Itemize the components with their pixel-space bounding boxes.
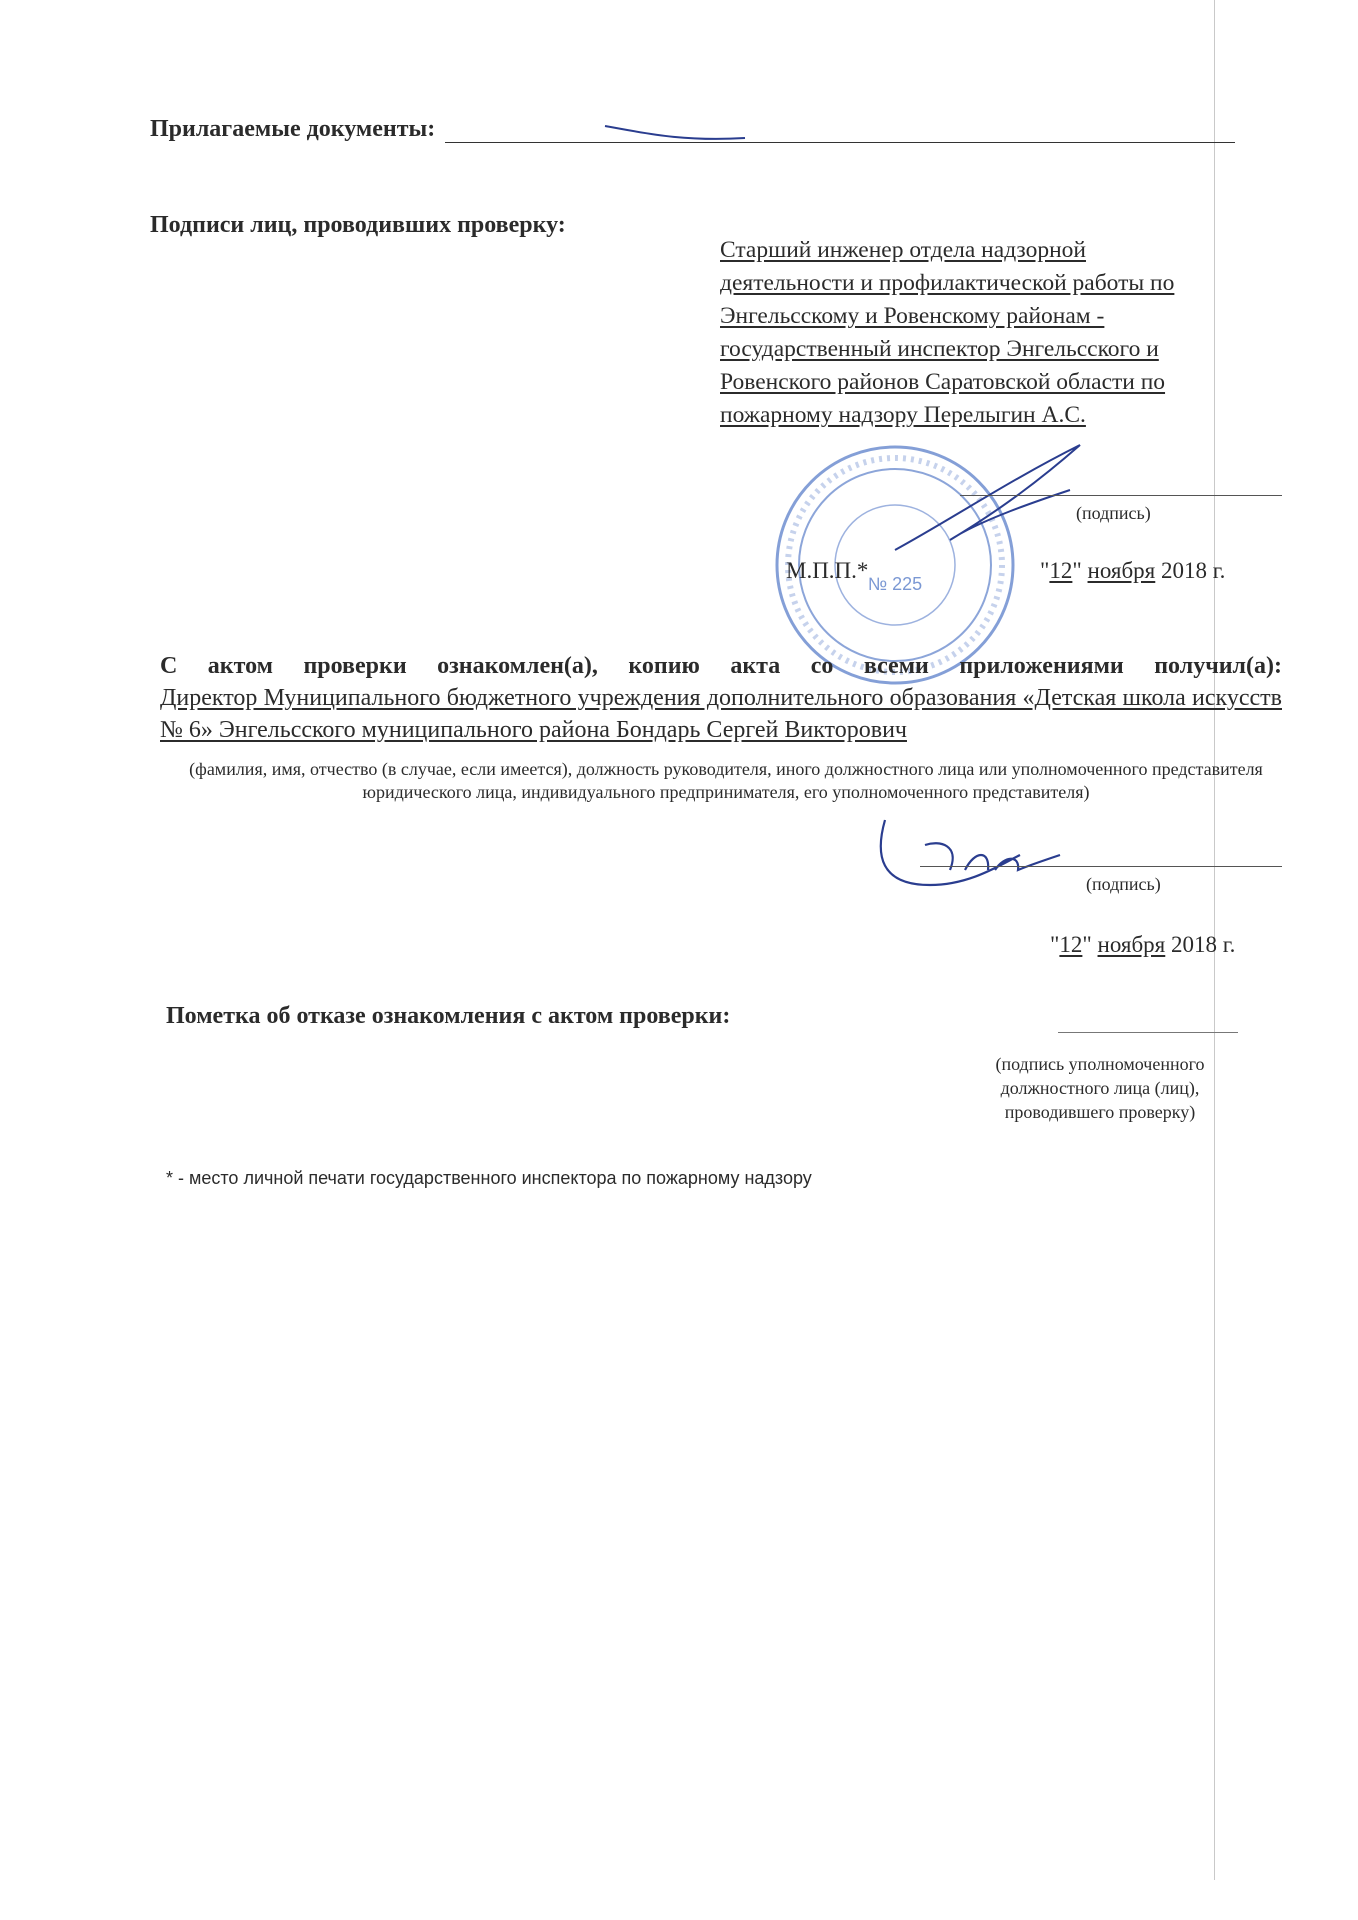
date-quote: " [1082, 932, 1098, 957]
footnote: * - место личной печати государственного инспектора по пожарному надзору [166, 1168, 812, 1188]
caption-line: должностного лица (лиц), [1000, 1078, 1200, 1098]
attached-documents-label: Прилагаемые документы: [150, 116, 436, 142]
date-quote: " [1072, 558, 1088, 583]
caption-line: проводившего проверку) [1004, 1102, 1196, 1122]
recipient-date [1050, 932, 1235, 958]
inspector-signature-caption: (подпись) [1076, 503, 1151, 523]
attached-documents-blank-line [445, 122, 1235, 143]
date-month: ноября [1097, 932, 1166, 957]
recipient-signature-line [920, 866, 1282, 867]
inspector-position [720, 234, 1282, 432]
date-quote: " [1040, 558, 1050, 583]
date-quote: " [1050, 932, 1060, 957]
recipient-signature [870, 815, 1070, 895]
acknowledgement-recipient: Директор Муниципального бюджетного учреждения дополнительного образования «Детская школа искусств № 6» Энгельсского муниципального района Бондарь Сергей Викторович [160, 685, 1282, 743]
inspector-signature [890, 440, 1090, 560]
date-month: ноября [1087, 558, 1156, 583]
date-day: 12 [1059, 932, 1083, 957]
inspector-line: Старший инженер отдела надзорной [720, 237, 1086, 263]
inspector-line: Энгельсскому и Ровенскому районам - [720, 303, 1105, 329]
acknowledgement-block [160, 650, 1282, 746]
stamp-number: № 225 [867, 574, 923, 594]
inspector-line: Ровенского районов Саратовской области по [720, 369, 1166, 395]
date-year: 2018 г. [1165, 932, 1236, 957]
inspector-date [1040, 558, 1225, 584]
recipient-signature-caption: (подпись) [1086, 874, 1161, 894]
signers-label: Подписи лиц, проводивших проверку: [150, 212, 566, 238]
stamp-place-mark: М.П.П.* [786, 558, 869, 583]
date-year: 2018 г. [1155, 558, 1226, 583]
refusal-label: Пометка об отказе ознакомления с актом проверки: [166, 1003, 731, 1029]
inspector-line: пожарному надзору Перелыгин А.С. [720, 402, 1086, 428]
inspector-signature-line [960, 495, 1282, 496]
inspector-line: государственный инспектор Энгельсского и [720, 336, 1159, 362]
attached-documents-row [150, 116, 1235, 143]
refusal-signature-line [1058, 1032, 1238, 1033]
date-day: 12 [1049, 558, 1073, 583]
acknowledgement-caption: (фамилия, имя, отчество (в случае, если имеется), должность руководителя, иного должностного лица или уполномоченного представителя юридического лица, индивидуального предпринимателя, его уполномоченного представителя) [189, 759, 1263, 802]
acknowledgement-heading: С актом проверки ознакомлен(а), копию акта со всеми приложениями получил(а): [160, 653, 1282, 679]
inspector-line: деятельности и профилактической работы по [720, 270, 1175, 296]
caption-line: (подпись уполномоченного [995, 1054, 1205, 1074]
refusal-signature-caption [960, 1052, 1240, 1124]
